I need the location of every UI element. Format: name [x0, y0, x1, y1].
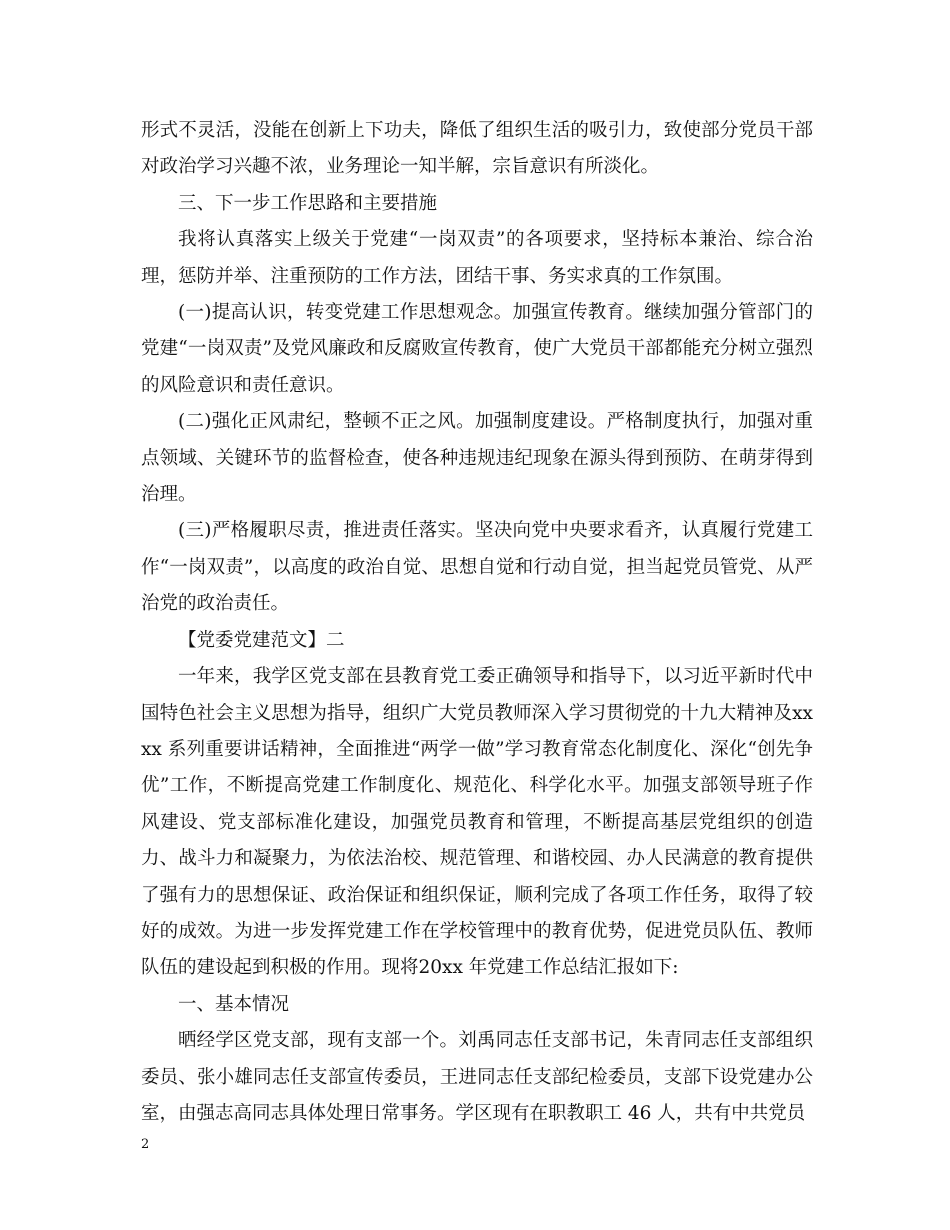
page-number: 2 [141, 1137, 150, 1152]
paragraph: 形式不灵活，没能在创新上下功夫，降低了组织生活的吸引力，致使部分党员干部对政治学习兴趣不浓，业务理论一知半解，宗旨意识有所淡化。 [141, 120, 813, 178]
paragraph: (一)提高认识，转变党建工作思想观念。加强宣传教育。继续加强分管部门的党建“一岗双责”及党风廉政和反腐败宣传教育，使广大党员干部都能充分树立强烈的风险意识和责任意识。 [141, 302, 813, 396]
paragraph: (二)强化正风肃纪，整顿不正之风。加强制度建设。严格制度执行，加强对重点领域、关键环节的监督检查，使各种违规违纪现象在源头得到预防、在萌芽得到治理。 [141, 411, 813, 506]
section-heading: 【党委党建范文】二 [178, 629, 345, 651]
paragraph: 晒经学区党支部，现有支部一个。刘禹同志任支部书记，朱青同志任支部组织委员、张小雄同志任支部宣传委员，王进同志任支部纪检委员，支部下设党建办公室，由强志高同志具体处理日常事务。学区现有在职教职工 46 人，共有中共党员 [141, 1030, 813, 1124]
paragraph: 一年来，我学区党支部在县教育党工委正确领导和指导下，以习近平新时代中国特色社会主义思想为指导，组织广大党员教师深入学习贯彻党的十九大精神及xxxx 系列重要讲话精神，全面推进“两学一做”学习教育常态化制度化、深化“创先争优”工作，不断提高党建工作制度化、规范化、科学化水平。加强支部领导班子作风建设、党支部标准化建设，加强党员教育和管理，不断提高基层党组织的创造力、战斗力和凝聚力，为依法治校、规范管理、和谐校园、办人民满意的教育提供了强有力的思想保证、政治保证和组织保证，顺利完成了各项工作任务，取得了较好的成效。为进一步发挥党建工作在学校管理中的教育优势，促进党员队伍、教师队伍的建设起到积极的作用。现将20xx 年党建工作总结汇报如下: [141, 666, 813, 979]
section-heading: 三、下一步工作思路和主要措施 [178, 192, 438, 214]
document-body [141, 113, 813, 1132]
section-heading: 一、基本情况 [178, 993, 290, 1015]
paragraph: 我将认真落实上级关于党建“一岗双责”的各项要求，坚持标本兼治、综合治理，惩防并举、注重预防的工作方法，团结干事、务实求真的工作氛围。 [141, 229, 813, 287]
paragraph: (三)严格履职尽责，推进责任落实。坚决向党中央要求看齐，认真履行党建工作“一岗双责”，以高度的政治自觉、思想自觉和行动自觉，担当起党员管党、从严治党的政治责任。 [141, 520, 813, 615]
